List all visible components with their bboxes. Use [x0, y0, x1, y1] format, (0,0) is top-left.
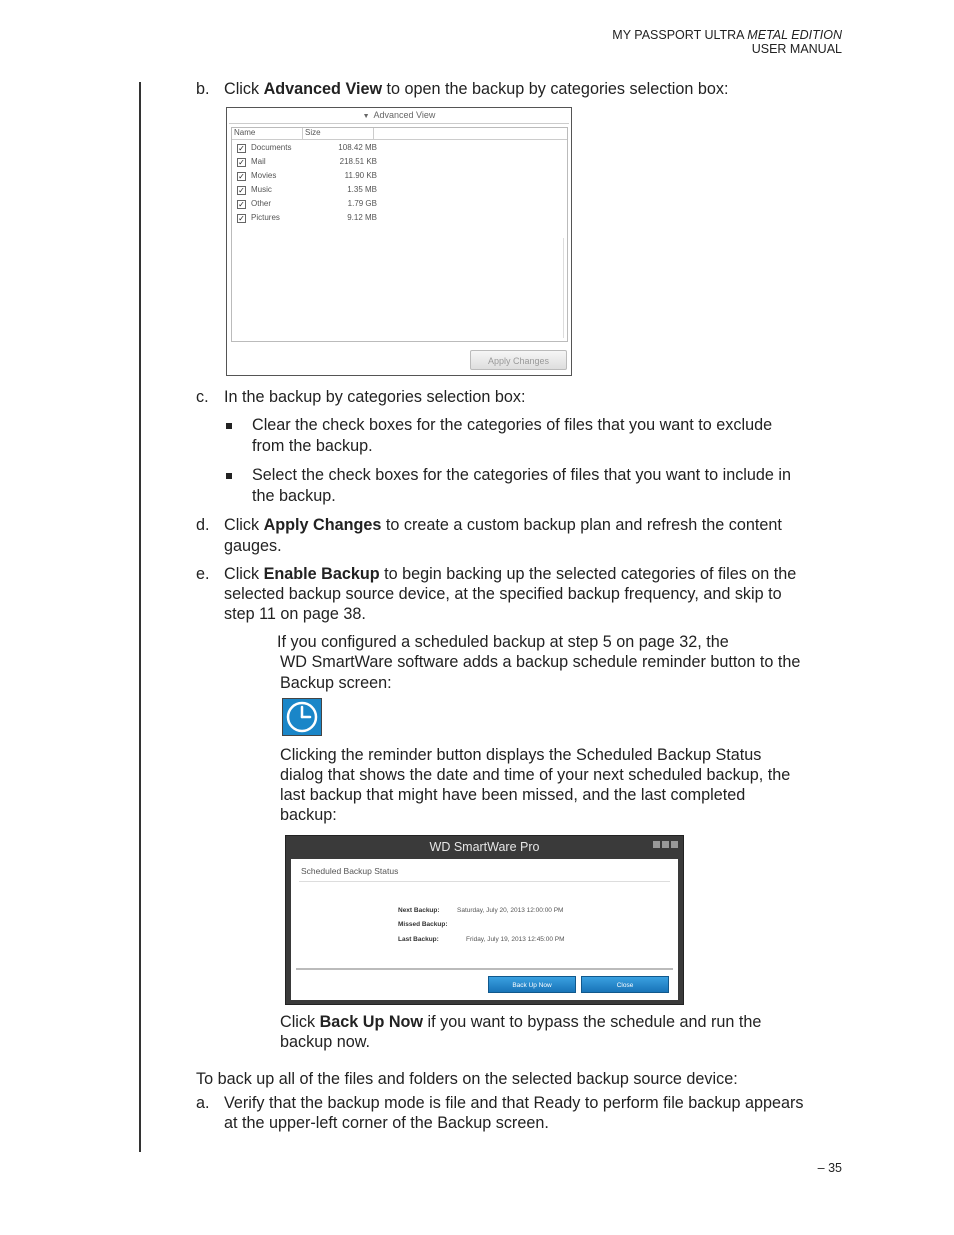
- apply-changes-button[interactable]: Apply Changes: [470, 350, 567, 370]
- clock-icon: [283, 699, 321, 735]
- step-a-line-2: at the upper-left corner of the Backup screen.: [224, 1114, 549, 1132]
- category-list: [231, 127, 568, 342]
- note-p3-line-2: backup now.: [280, 1033, 370, 1051]
- step-c-text: In the backup by categories selection box:: [224, 388, 526, 406]
- header-title-italic: METAL EDITION: [747, 28, 842, 42]
- list-item[interactable]: ✓ Documents 108.42 MB: [238, 143, 377, 153]
- list-item[interactable]: ✓ Movies 11.90 KB: [238, 171, 377, 181]
- maximize-icon[interactable]: [662, 841, 669, 848]
- list-item[interactable]: ✓ Mail 218.51 KB: [238, 157, 377, 167]
- list-header: [232, 128, 567, 140]
- note-line-3: Backup screen:: [280, 674, 392, 692]
- bullet-icon: [226, 423, 232, 429]
- step-d-text: Click Apply Changes to create a custom backup plan and refresh the content: [224, 516, 782, 534]
- close-button[interactable]: Close: [581, 976, 669, 993]
- back-up-now-button[interactable]: Back Up Now: [488, 976, 576, 993]
- next-backup-value: Saturday, July 20, 2013 12:00:00 PM: [457, 907, 564, 914]
- step-b-text: Click Advanced View to open the backup by categories selection box:: [224, 80, 729, 98]
- closing-intro: To back up all of the files and folders on the selected backup source device:: [196, 1070, 738, 1088]
- column-size: Size: [302, 128, 321, 139]
- bullet-2-line-2: the backup.: [252, 487, 336, 505]
- bullet-1-line-1: Clear the check boxes for the categories of files that you want to exclude: [252, 416, 773, 434]
- checkbox-checked-icon[interactable]: ✓: [238, 144, 245, 153]
- running-header: [612, 28, 842, 56]
- note-line-2: WD SmartWare software adds a backup schedule reminder button to the: [280, 653, 801, 671]
- bullet-2-line-1: Select the check boxes for the categories of files that you want to include in: [252, 466, 791, 484]
- change-bar: [139, 82, 141, 1152]
- note-p2-line-4: backup:: [280, 806, 337, 824]
- note-p2-line-3: last backup that might have been missed, and the last completed: [280, 786, 746, 804]
- missed-backup-label: Missed Backup:: [398, 921, 448, 928]
- checkbox-checked-icon[interactable]: ✓: [238, 214, 245, 223]
- header-title: MY PASSPORT ULTRA: [612, 28, 748, 42]
- step-a-label: a.: [196, 1094, 210, 1112]
- minimize-icon[interactable]: [653, 841, 660, 848]
- triangle-down-icon: ▼: [362, 113, 370, 120]
- dialog-title: WD SmartWare Pro: [429, 840, 540, 854]
- advanced-view-title: ▼ Advanced View: [362, 110, 436, 120]
- list-item[interactable]: ✓ Pictures 9.12 MB: [238, 213, 377, 223]
- checkbox-checked-icon[interactable]: ✓: [238, 158, 245, 167]
- step-e-text: Click Enable Backup to begin backing up the selected categories of files on the: [224, 565, 797, 583]
- close-icon[interactable]: [671, 841, 678, 848]
- scrollbar[interactable]: [563, 238, 564, 338]
- list-item[interactable]: ✓ Other 1.79 GB: [238, 199, 377, 209]
- advanced-view-screenshot: [226, 107, 572, 376]
- step-c-label: c.: [196, 388, 209, 406]
- last-backup-value: Friday, July 19, 2013 12:45:00 PM: [466, 936, 565, 943]
- step-e-line-3: step 11 on page 38.: [224, 605, 366, 623]
- schedule-reminder-button[interactable]: [282, 698, 322, 736]
- page-number: – 35: [817, 1161, 842, 1175]
- list-item[interactable]: ✓ Music 1.35 MB: [238, 185, 377, 195]
- last-backup-label: Last Backup:: [398, 936, 439, 943]
- step-d-line-2: gauges.: [224, 537, 282, 555]
- dialog-body: [291, 859, 678, 1000]
- step-e-label: e.: [196, 565, 210, 583]
- bullet-1-line-2: from the backup.: [252, 437, 373, 455]
- scheduled-backup-status-dialog: [285, 835, 684, 1005]
- header-subtitle: USER MANUAL: [751, 42, 842, 56]
- checkbox-checked-icon[interactable]: ✓: [238, 200, 245, 209]
- checkbox-checked-icon[interactable]: ✓: [238, 186, 245, 195]
- step-a-line-1: Verify that the backup mode is file and that Ready to perform file backup appears: [224, 1094, 804, 1112]
- step-b-label: b.: [196, 80, 210, 98]
- step-e-line-2: selected backup source device, at the specified backup frequency, and skip to: [224, 585, 782, 603]
- checkbox-checked-icon[interactable]: ✓: [238, 172, 245, 181]
- window-controls: [651, 841, 678, 848]
- note-line-1: If you configured a scheduled backup at step 5 on page 32, the: [277, 633, 729, 651]
- note-p3-line-1: Click Back Up Now if you want to bypass the schedule and run the: [280, 1013, 762, 1031]
- note-p2-line-1: Clicking the reminder button displays the Scheduled Backup Status: [280, 746, 762, 764]
- dialog-subtitle: Scheduled Backup Status: [301, 866, 399, 876]
- note-p2-line-2: dialog that shows the date and time of your next scheduled backup, the: [280, 766, 791, 784]
- next-backup-label: Next Backup:: [398, 907, 440, 914]
- bullet-icon: [226, 473, 232, 479]
- column-name: Name: [234, 128, 256, 137]
- step-d-label: d.: [196, 516, 210, 534]
